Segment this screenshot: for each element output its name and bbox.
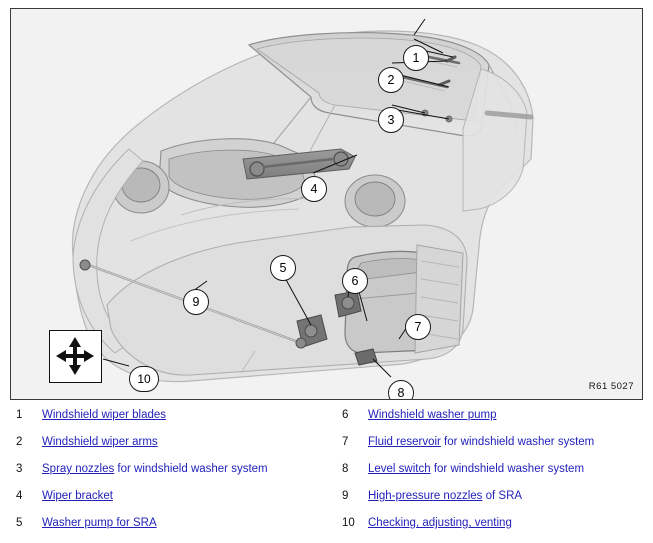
legend-number: 6	[342, 409, 349, 421]
legend-link[interactable]: Washer pump for SRA	[42, 517, 157, 529]
legend-item-4	[16, 489, 332, 505]
legend-number: 1	[16, 409, 23, 421]
legend-label	[368, 489, 522, 504]
legend-link[interactable]: Spray nozzles	[42, 463, 115, 475]
legend-label	[42, 408, 166, 423]
legend-label	[42, 489, 113, 504]
callout-10: 10	[129, 366, 159, 392]
legend-link[interactable]: Fluid reservoir	[368, 436, 441, 448]
legend-link[interactable]: Wiper bracket	[42, 490, 113, 502]
adjusting-direction-symbol	[49, 330, 102, 383]
legend-label	[42, 516, 157, 531]
legend-label	[368, 408, 496, 423]
legend-number: 2	[16, 436, 23, 448]
legend-label	[368, 462, 584, 477]
legend-item-9	[342, 489, 653, 505]
callout-9: 9	[183, 289, 209, 315]
legend-suffix: of SRA	[482, 490, 523, 502]
legend-item-5	[16, 516, 332, 532]
vehicle-diagram-illustration	[11, 9, 642, 399]
legend-link[interactable]: High-pressure nozzles	[368, 490, 483, 502]
callout-8: 8	[388, 380, 414, 400]
callout-2: 2	[378, 67, 404, 93]
legend-item-3	[16, 462, 332, 478]
legend-label	[368, 435, 594, 450]
legend-link[interactable]: Windshield wiper arms	[42, 436, 158, 448]
legend	[10, 408, 643, 534]
callout-3: 3	[378, 107, 404, 133]
legend-number: 8	[342, 463, 349, 475]
legend-item-2	[16, 435, 332, 451]
callout-1: 1	[403, 45, 429, 71]
legend-item-7	[342, 435, 653, 451]
legend-item-6	[342, 408, 653, 424]
callout-6: 6	[342, 268, 368, 294]
legend-number: 7	[342, 436, 349, 448]
legend-number: 5	[16, 517, 23, 529]
legend-number: 9	[342, 490, 349, 502]
legend-suffix: for windshield washer system	[430, 463, 585, 475]
legend-number: 4	[16, 490, 23, 502]
legend-item-10	[342, 516, 653, 532]
legend-link[interactable]: Level switch	[368, 463, 431, 475]
legend-number: 3	[16, 463, 23, 475]
legend-link[interactable]: Windshield washer pump	[368, 409, 497, 421]
callout-7: 7	[405, 314, 431, 340]
legend-column-left	[16, 408, 332, 543]
legend-link[interactable]: Checking, adjusting, venting	[368, 517, 512, 529]
four-way-arrow-icon	[50, 331, 100, 381]
legend-suffix: for windshield washer system	[114, 463, 268, 475]
legend-link[interactable]: Windshield wiper blades	[42, 409, 167, 421]
legend-label	[42, 462, 268, 477]
legend-label	[42, 435, 158, 450]
legend-item-1	[16, 408, 332, 424]
legend-suffix: for windshield washer system	[440, 436, 595, 448]
legend-label	[368, 516, 512, 531]
legend-number: 10	[342, 517, 355, 529]
legend-column-right	[342, 408, 653, 543]
legend-item-8	[342, 462, 653, 478]
figure-code: R61 5027	[588, 381, 634, 392]
callout-4: 4	[301, 176, 327, 202]
callout-5: 5	[270, 255, 296, 281]
figure-panel	[10, 8, 643, 400]
